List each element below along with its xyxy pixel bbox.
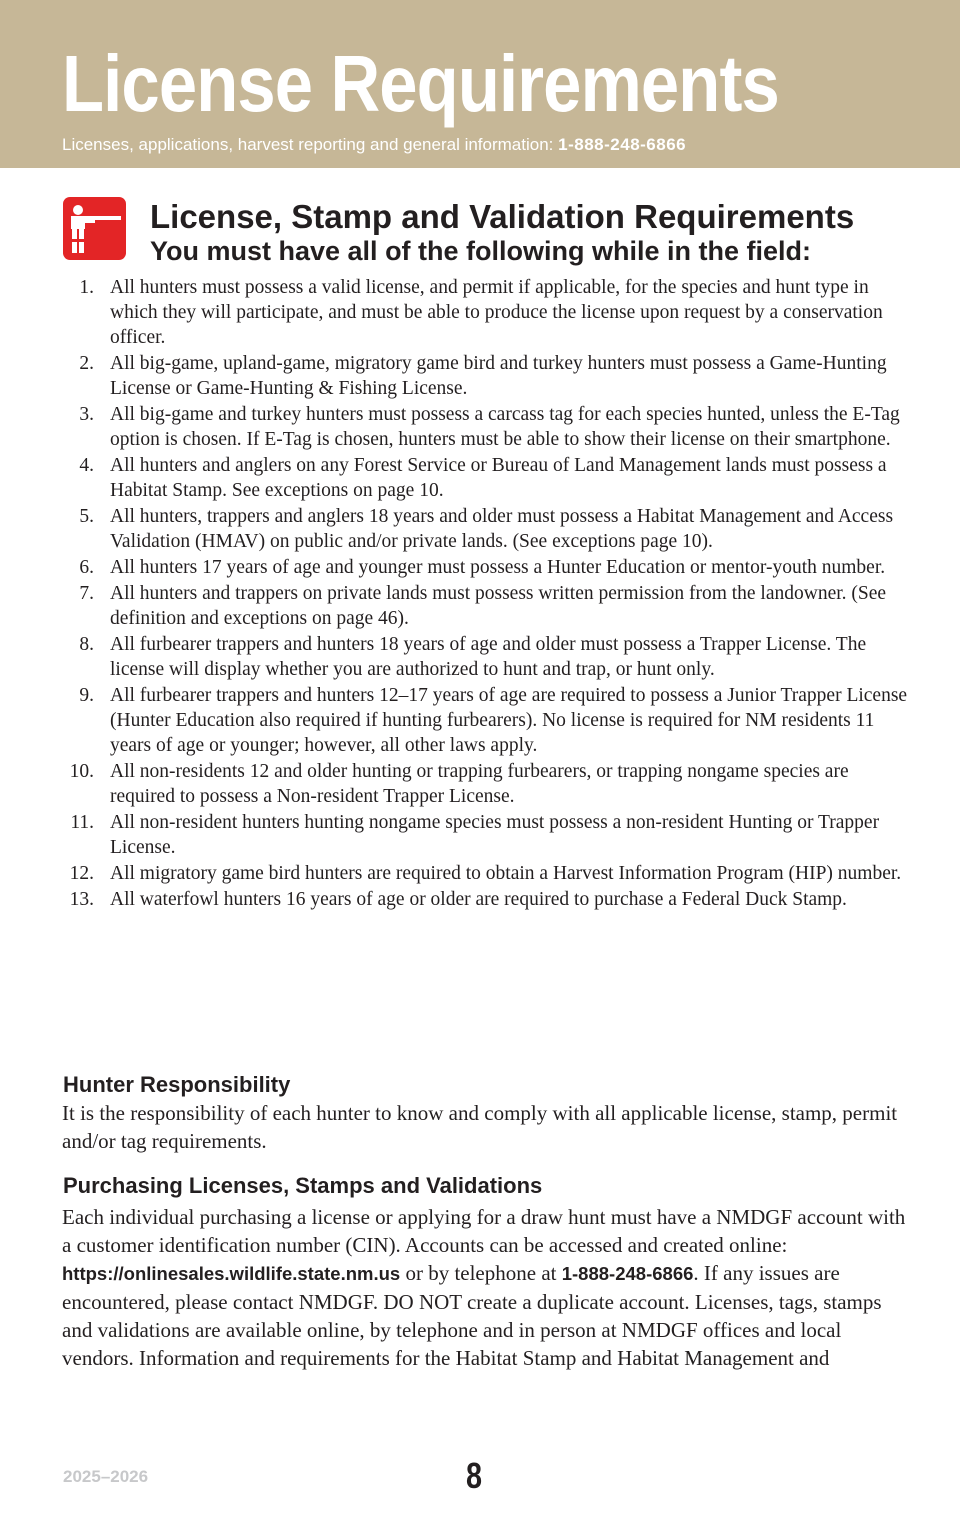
list-item-text: All furbearer trappers and hunters 12–17 years of age are required to possess a Junior Trapper License (Hunter Education also required if hunting furbearers). No license is required for NM residents 11 years of age or younger; however, all other laws apply.	[110, 685, 908, 756]
list-item-text: All hunters, trappers and anglers 18 years and older must possess a Habitat Management and Access Validation (HMAV) on public and/or private lands. (See exceptions page 10).	[110, 506, 894, 552]
list-item-text: All furbearer trappers and hunters 18 years of age and older must possess a Trapper License. The license will display whether you are authorized to hunt and trap, or hunt only.	[110, 634, 867, 680]
list-item-number: 3.	[79, 404, 94, 425]
list-item-text: All hunters 17 years of age and younger must possess a Hunter Education or mentor-youth number.	[110, 557, 886, 578]
list-item-text: All big-game and turkey hunters must possess a carcass tag for each species hunted, unless the E-Tag option is chosen. If E-Tag is chosen, hunters must be able to show their license on their smartphone.	[110, 404, 900, 450]
page-title: License Requirements	[62, 39, 779, 128]
list-item-text: All non-residents 12 and older hunting or trapping furbearers, or trapping nongame species are required to possess a Non-resident Trapper License.	[110, 761, 849, 807]
list-item-number: 12.	[69, 863, 94, 884]
purchasing-heading: Purchasing Licenses, Stamps and Validations	[63, 1173, 543, 1198]
purchasing-text-2: or by telephone at	[405, 1261, 557, 1285]
list-item-number: 4.	[79, 455, 94, 476]
list-item	[62, 555, 908, 580]
page-number: 8	[466, 1455, 483, 1496]
list-item-number: 10.	[69, 761, 94, 782]
list-item-number: 13.	[69, 889, 94, 910]
list-item-number: 2.	[79, 353, 94, 374]
purchasing-text	[62, 1203, 912, 1372]
list-item-number: 8.	[79, 634, 94, 655]
list-item-text: All migratory game bird hunters are required to obtain a Harvest Information Program (HIP) number.	[110, 863, 902, 884]
list-item-number: 5.	[79, 506, 94, 527]
list-item	[62, 683, 908, 758]
list-item	[62, 810, 908, 860]
list-item	[62, 275, 908, 350]
list-item-text: All waterfowl hunters 16 years of age or older are required to purchase a Federal Duck Stamp.	[110, 889, 847, 910]
online-sales-link[interactable]: https://onlinesales.wildlife.state.nm.us	[62, 1263, 401, 1284]
purchasing-text-1: Each individual purchasing a license or applying for a draw hunt must have a NMDGF account with a customer identification number (CIN). Accounts can be accessed and created online:	[62, 1205, 906, 1257]
requirements-list	[62, 275, 908, 913]
list-item	[62, 402, 908, 452]
list-item-text: All hunters must possess a valid license, and permit if applicable, for the species and hunt type in which they will participate, and must be able to produce the license upon request by a conservation officer.	[110, 277, 883, 348]
section-title: License, Stamp and Validation Requirements	[150, 198, 855, 235]
list-item	[62, 453, 908, 503]
hunter-responsibility-heading: Hunter Responsibility	[63, 1072, 291, 1097]
list-item-number: 1.	[79, 277, 94, 298]
section-subtitle: You must have all of the following while in the field:	[150, 236, 812, 266]
list-item-text: All non-resident hunters hunting nongame species must possess a non-resident Hunting or Trapper License.	[110, 812, 880, 858]
header-phone: 1-888-248-6866	[558, 135, 687, 154]
header-subtitle: Licenses, applications, harvest reporting and general information:	[62, 135, 554, 154]
list-item-text: All hunters and trappers on private lands must possess written permission from the landowner. (See definition and exceptions on page 46).	[110, 583, 887, 629]
list-item	[62, 581, 908, 631]
list-item	[62, 632, 908, 682]
list-item	[62, 861, 908, 886]
list-item-number: 7.	[79, 583, 94, 604]
header-contact-line	[62, 134, 686, 156]
purchasing-text-3: . If any issues are encountered, please contact NMDGF. DO NOT create a duplicate account. Licenses, tags, stamps and validations are available online, by telephone and in person at NMDGF offices and local vendors. Information and requirements for the Habitat Stamp and Habitat Management and	[62, 1261, 882, 1370]
list-item	[62, 759, 908, 809]
list-item	[62, 351, 908, 401]
list-item	[62, 504, 908, 554]
hunter-responsibility-text: It is the responsibility of each hunter to know and comply with all applicable license, stamp, permit and/or tag requirements.	[62, 1101, 898, 1153]
list-item-text: All big-game, upland-game, migratory game bird and turkey hunters must possess a Game-Hunting License or Game-Hunting & Fishing License.	[110, 353, 887, 399]
list-item-number: 9.	[79, 685, 94, 706]
list-item	[62, 887, 908, 912]
list-item-number: 11.	[70, 812, 94, 833]
list-item-text: All hunters and anglers on any Forest Service or Bureau of Land Management lands must possess a Habitat Stamp. See exceptions on page 10.	[110, 455, 887, 501]
header-banner	[0, 0, 960, 168]
purchasing-phone: 1-888-248-6866	[561, 1263, 694, 1284]
hunter-rifle-icon	[63, 197, 126, 260]
footer-year: 2025–2026	[63, 1467, 149, 1486]
list-item-number: 6.	[79, 557, 94, 578]
